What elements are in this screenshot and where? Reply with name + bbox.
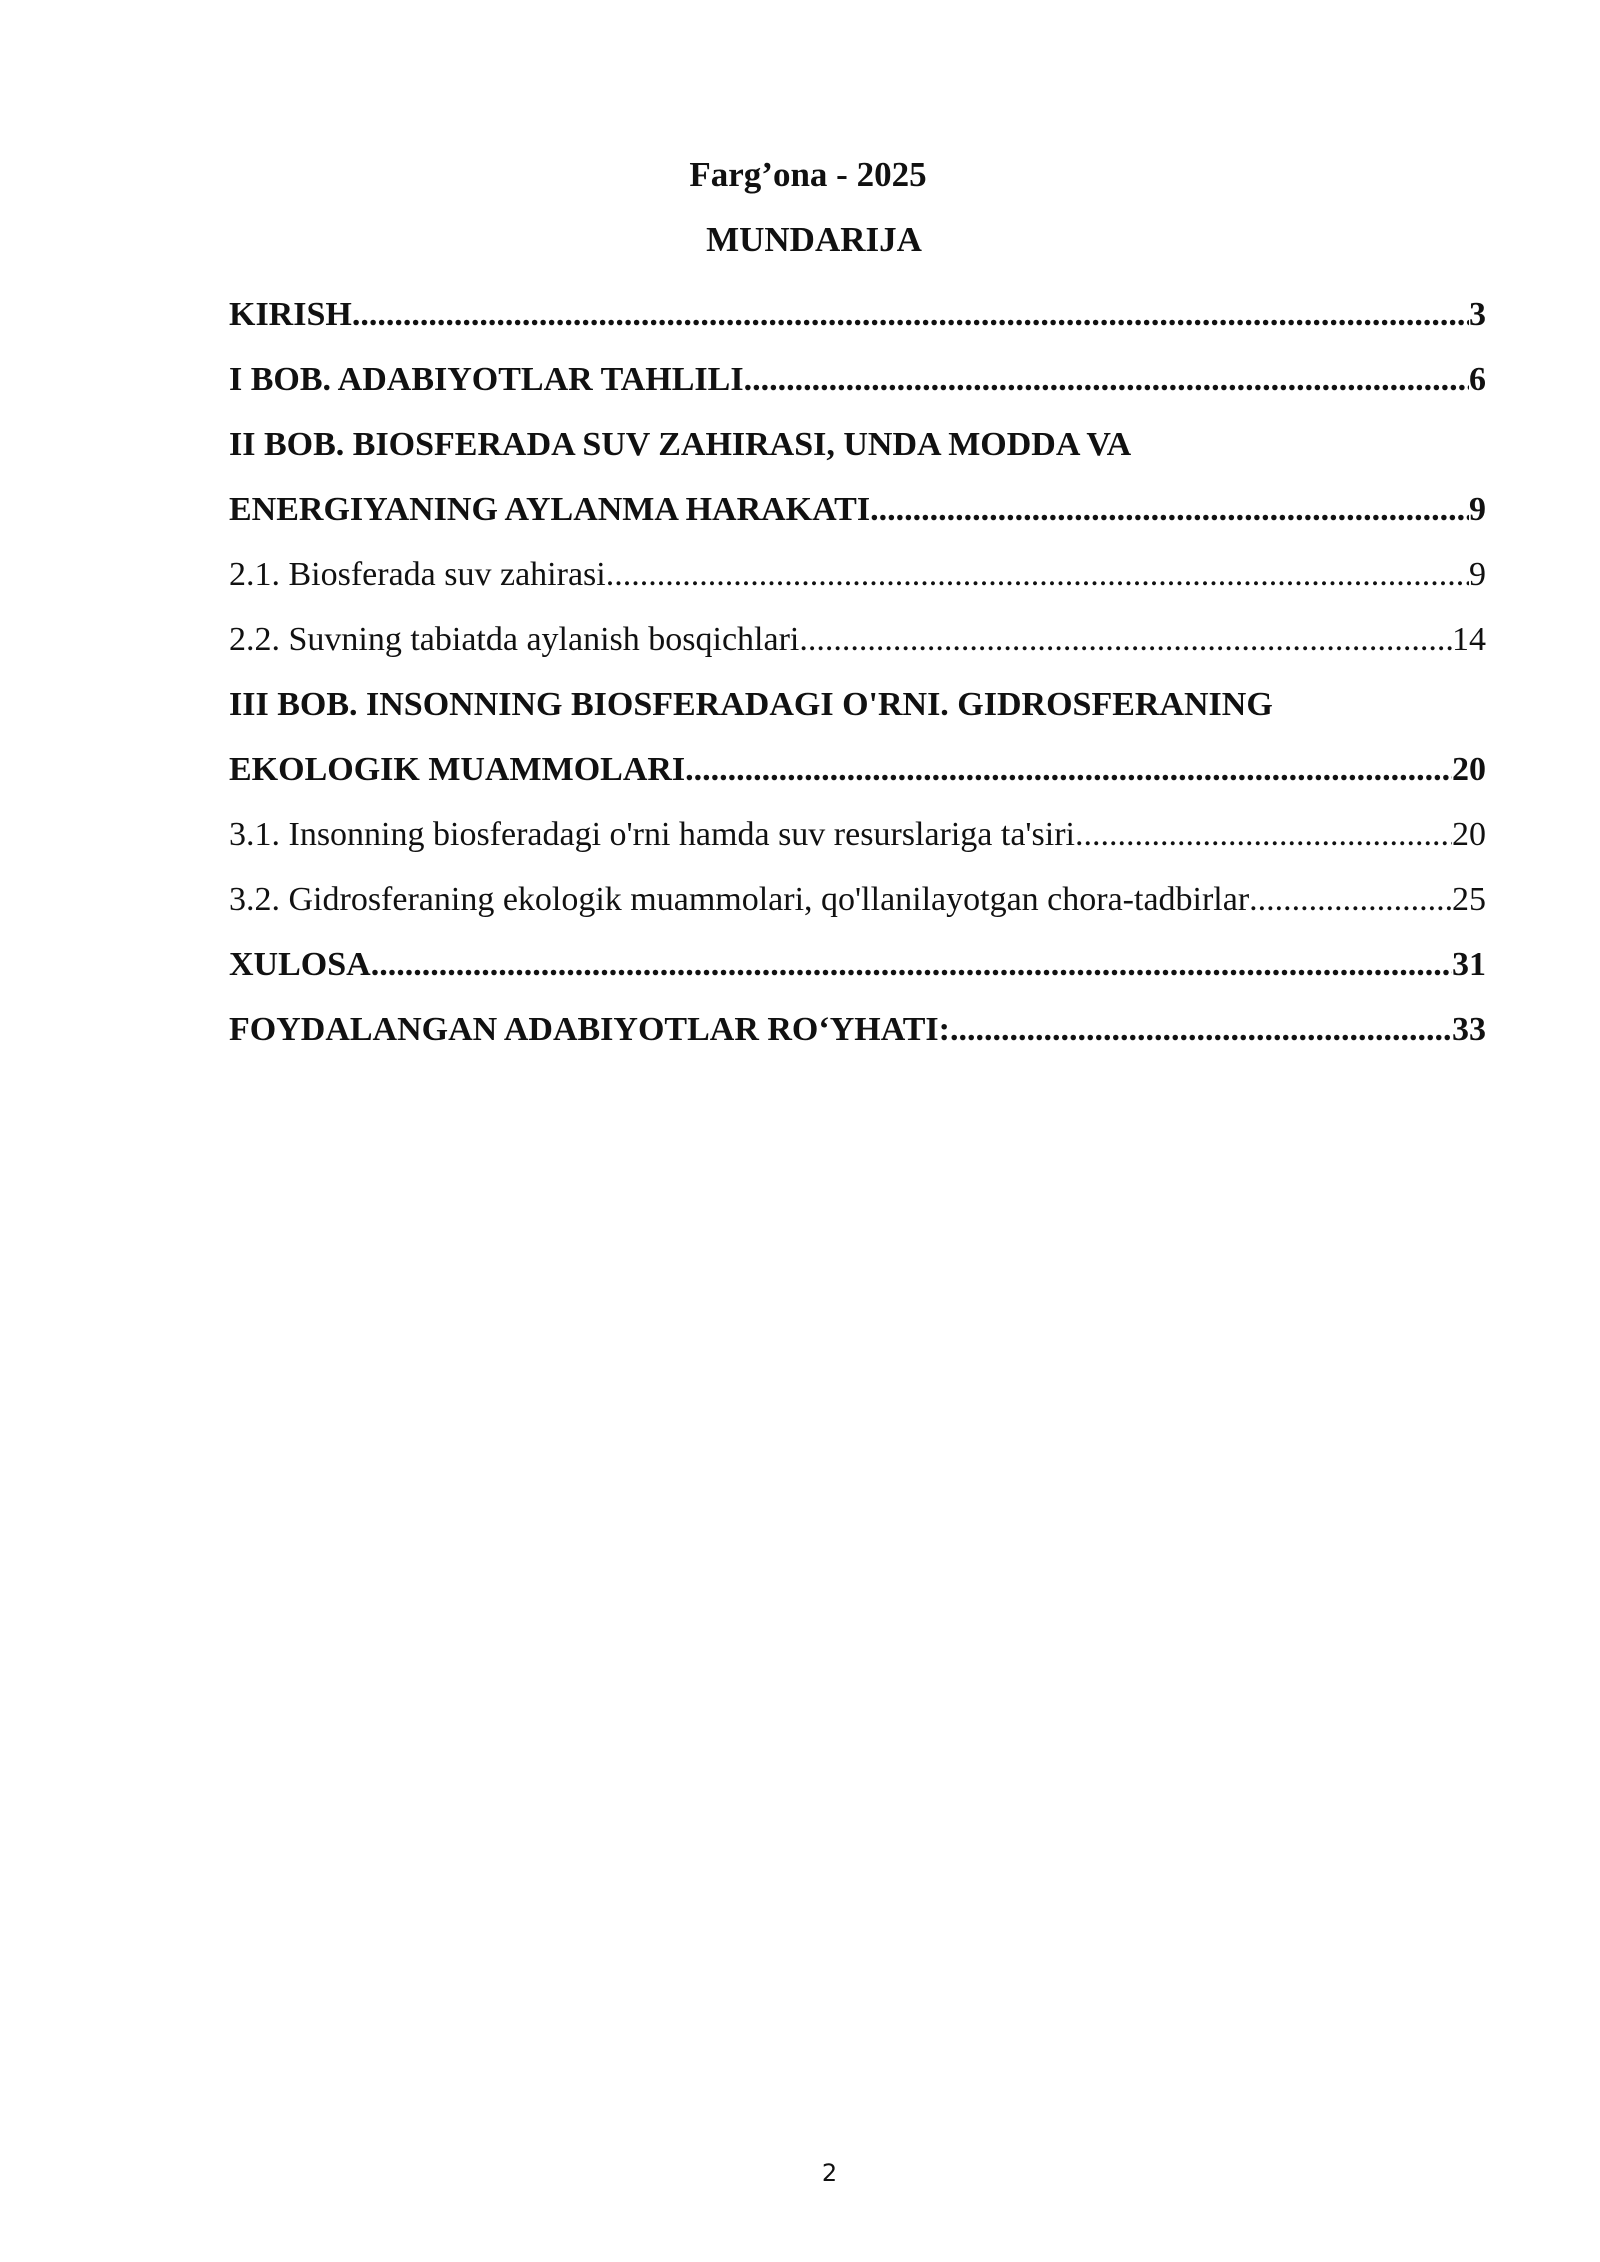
toc-leader-dots: [685, 737, 1452, 802]
toc-page-number: 31: [1452, 946, 1486, 983]
toc-leader-dots: [371, 932, 1452, 997]
table-of-contents: [229, 282, 1486, 1062]
toc-entry-label: FOYDALANGAN ADABIYOTLAR RO‘YHATI:: [229, 1011, 950, 1048]
toc-entry-label: I BOB. ADABIYOTLAR TAHLILI: [229, 361, 744, 398]
toc-entry-3-1[interactable]: [229, 802, 1486, 867]
toc-page-number: 14: [1452, 621, 1486, 658]
toc-entry-label: XULOSA: [229, 946, 371, 983]
toc-entry-label: 2.1. Biosferada suv zahirasi: [229, 556, 606, 593]
toc-page-number: 9: [1469, 556, 1486, 593]
toc-entry-bob2[interactable]: [229, 477, 1486, 542]
toc-entry-label: III BOB. INSONNING BIOSFERADAGI O'RNI. GIDROSFERANING: [229, 686, 1273, 723]
toc-leader-dots: [1075, 802, 1452, 867]
toc-page-number: 20: [1452, 816, 1486, 853]
toc-leader-dots: [870, 477, 1469, 542]
toc-page-number: 6: [1469, 361, 1486, 398]
toc-page-number: 25: [1452, 881, 1486, 918]
toc-leader-dots: [744, 347, 1469, 412]
toc-title: MUNDARIJA: [706, 220, 922, 259]
toc-entry-bob3-line1[interactable]: [229, 672, 1486, 737]
toc-entry-bob1[interactable]: [229, 347, 1486, 412]
toc-entry-label: ENERGIYANING AYLANMA HARAKATI: [229, 491, 871, 528]
toc-page-number: 33: [1452, 1011, 1486, 1048]
toc-leader-dots: [799, 607, 1452, 672]
toc-entry-label: 3.2. Gidrosferaning ekologik muammolari, qo'llanilayotgan chora-tadbirlar: [229, 881, 1250, 918]
toc-entry-bob2-line1[interactable]: [229, 412, 1486, 477]
city-year-heading: Farg’ona - 2025: [689, 155, 927, 194]
toc-entry-kirish[interactable]: [229, 282, 1486, 347]
toc-leader-dots: [606, 542, 1469, 607]
toc-page-number: 9: [1469, 491, 1486, 528]
toc-entry-label: KIRISH: [229, 296, 352, 333]
toc-entry-label: II BOB. BIOSFERADA SUV ZAHIRASI, UNDA MODDA VA: [229, 426, 1132, 463]
toc-leader-dots: [1249, 867, 1452, 932]
toc-entry-xulosa[interactable]: [229, 932, 1486, 997]
toc-page-number: 20: [1452, 751, 1486, 788]
page-number: 2: [821, 2159, 838, 2187]
toc-entry-label: EKOLOGIK MUAMMOLARI: [229, 751, 686, 788]
toc-entry-label: 3.1. Insonning biosferadagi o'rni hamda suv resurslariga ta'siri: [229, 816, 1075, 853]
toc-entry-2-1[interactable]: [229, 542, 1486, 607]
toc-entry-3-2[interactable]: [229, 867, 1486, 932]
toc-entry-adabiyotlar[interactable]: [229, 997, 1486, 1062]
toc-page-number: 3: [1469, 296, 1486, 333]
toc-leader-dots: [950, 997, 1452, 1062]
toc-leader-dots: [352, 282, 1469, 347]
toc-entry-bob3[interactable]: [229, 737, 1486, 802]
toc-entry-label: 2.2. Suvning tabiatda aylanish bosqichlari: [229, 621, 800, 658]
toc-entry-2-2[interactable]: [229, 607, 1486, 672]
page-footer: [60, 2158, 1600, 2188]
